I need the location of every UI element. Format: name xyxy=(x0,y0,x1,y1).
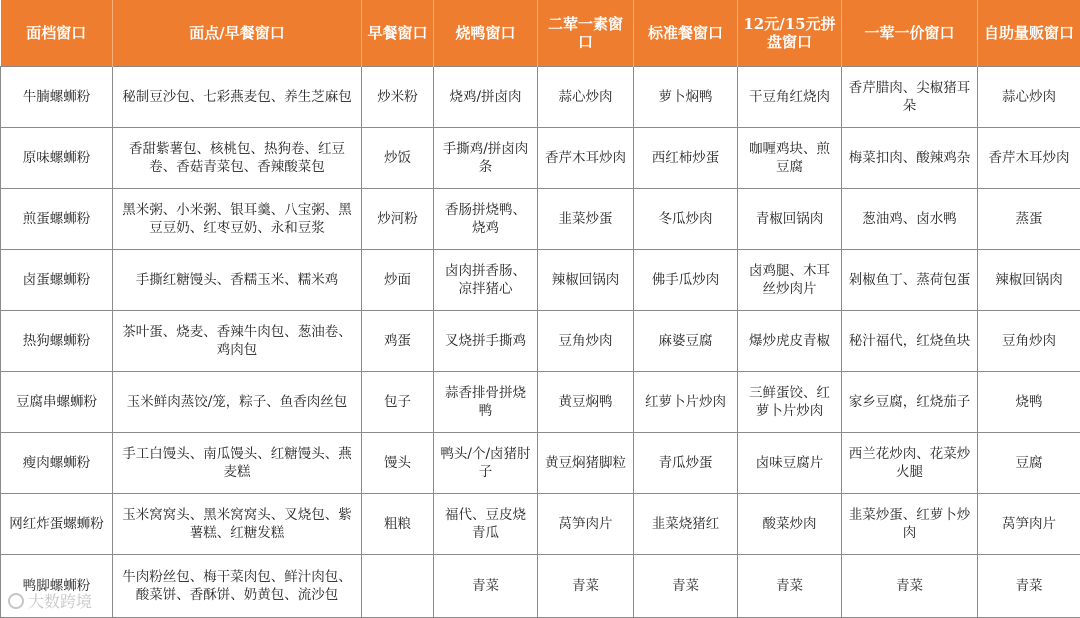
table-cell: 梅菜扣肉、酸辣鸡杂 xyxy=(842,128,978,189)
table-cell: 青椒回锅肉 xyxy=(738,189,842,250)
table-cell: 香甜紫薯包、核桃包、热狗卷、红豆卷、香菇青菜包、香辣酸菜包 xyxy=(113,128,362,189)
header-roast-duck-window: 烧鸭窗口 xyxy=(434,0,538,67)
table-cell: 瘦肉螺蛳粉 xyxy=(1,433,113,494)
table-cell: 蒜心炒肉 xyxy=(978,67,1080,128)
table-cell: 莴笋肉片 xyxy=(538,494,634,555)
table-cell: 蒜心炒肉 xyxy=(538,67,634,128)
table-cell: 萝卜焖鸭 xyxy=(634,67,738,128)
table-cell: 蒜香排骨拼烧鸭 xyxy=(434,372,538,433)
table-cell: 香芹腊肉、尖椒猪耳朵 xyxy=(842,67,978,128)
table-row xyxy=(1,433,1080,494)
table-cell: 韭菜烧猪红 xyxy=(634,494,738,555)
header-platter-window: 12元/15元拼盘窗口 xyxy=(738,0,842,67)
table-cell: 香芹木耳炒肉 xyxy=(538,128,634,189)
table-cell: 热狗螺蛳粉 xyxy=(1,311,113,372)
table-cell: 茶叶蛋、烧麦、香辣牛肉包、葱油卷、鸡肉包 xyxy=(113,311,362,372)
table-cell: 叉烧拼手撕鸡 xyxy=(434,311,538,372)
header-pastry-breakfast-window: 面点/早餐窗口 xyxy=(113,0,362,67)
table-cell: 豆腐串螺蛳粉 xyxy=(1,372,113,433)
table-cell: 爆炒虎皮青椒 xyxy=(738,311,842,372)
table-cell: 黑米粥、小米粥、银耳羹、八宝粥、黑豆豆奶、红枣豆奶、永和豆浆 xyxy=(113,189,362,250)
table-cell: 手撕红糖馒头、香糯玉米、糯米鸡 xyxy=(113,250,362,311)
header-one-meat-one-price-window: 一荤一价窗口 xyxy=(842,0,978,67)
table-cell: 剁椒鱼丁、蒸荷包蛋 xyxy=(842,250,978,311)
table-row xyxy=(1,494,1080,555)
table-cell: 黄豆焖猪脚粒 xyxy=(538,433,634,494)
watermark xyxy=(8,589,92,612)
watermark-text: 大数跨境 xyxy=(28,589,92,612)
table-cell: 葱油鸡、卤水鸭 xyxy=(842,189,978,250)
table-cell: 卤鸡腿、木耳丝炒肉片 xyxy=(738,250,842,311)
table-cell: 青菜 xyxy=(434,555,538,618)
table-cell: 卤蛋螺蛳粉 xyxy=(1,250,113,311)
table-cell: 手工白馒头、南瓜馒头、红糖馒头、燕麦糕 xyxy=(113,433,362,494)
table-cell: 酸菜炒肉 xyxy=(738,494,842,555)
table-cell: 香芹木耳炒肉 xyxy=(978,128,1080,189)
table-row xyxy=(1,128,1080,189)
table-cell: 卤味豆腐片 xyxy=(738,433,842,494)
table-cell: 青菜 xyxy=(842,555,978,618)
table-cell: 辣椒回锅肉 xyxy=(978,250,1080,311)
table-cell: 香肠拼烧鸭、烧鸡 xyxy=(434,189,538,250)
table-cell: 青瓜炒蛋 xyxy=(634,433,738,494)
table-row xyxy=(1,311,1080,372)
table-row xyxy=(1,189,1080,250)
table-cell: 鸭脚螺蛳粉 xyxy=(1,555,113,618)
table-cell: 秘汁福代，红烧鱼块 xyxy=(842,311,978,372)
table-cell: 豆腐 xyxy=(978,433,1080,494)
table-cell: 韭菜炒蛋、红萝卜炒肉 xyxy=(842,494,978,555)
table-cell: 麻婆豆腐 xyxy=(634,311,738,372)
table-cell: 家乡豆腐，红烧茄子 xyxy=(842,372,978,433)
table-cell: 烧鸭 xyxy=(978,372,1080,433)
table-cell: 原味螺蛳粉 xyxy=(1,128,113,189)
table-cell: 蒸蛋 xyxy=(978,189,1080,250)
header-row xyxy=(1,0,1080,67)
table-cell: 黄豆焖鸭 xyxy=(538,372,634,433)
table-cell: 韭菜炒蛋 xyxy=(538,189,634,250)
table-cell: 莴笋肉片 xyxy=(978,494,1080,555)
table-cell: 福代、豆皮烧青瓜 xyxy=(434,494,538,555)
table-cell: 青菜 xyxy=(538,555,634,618)
table-cell: 牛肉粉丝包、梅干菜肉包、鲜汁肉包、酸菜饼、香酥饼、奶黄包、流沙包 xyxy=(113,555,362,618)
table-cell: 炒饭 xyxy=(362,128,434,189)
header-noodle-window: 面档窗口 xyxy=(1,0,113,67)
table-cell: 豆角炒肉 xyxy=(978,311,1080,372)
header-two-meat-one-veg-window: 二荤一素窗口 xyxy=(538,0,634,67)
table-cell: 烧鸡/拼卤肉 xyxy=(434,67,538,128)
table-cell: 青菜 xyxy=(978,555,1080,618)
table-cell: 青菜 xyxy=(738,555,842,618)
table-cell: 炒米粉 xyxy=(362,67,434,128)
table-cell: 卤肉拼香肠、凉拌猪心 xyxy=(434,250,538,311)
table-row xyxy=(1,555,1080,618)
table-cell: 豆角炒肉 xyxy=(538,311,634,372)
table-cell: 馒头 xyxy=(362,433,434,494)
table-cell: 西兰花炒肉、花菜炒火腿 xyxy=(842,433,978,494)
table-cell: 包子 xyxy=(362,372,434,433)
table-cell: 冬瓜炒肉 xyxy=(634,189,738,250)
table-cell: 鸭头/个/卤猪肘子 xyxy=(434,433,538,494)
header-standard-meal-window: 标准餐窗口 xyxy=(634,0,738,67)
table-row xyxy=(1,67,1080,128)
table-cell: 辣椒回锅肉 xyxy=(538,250,634,311)
table-cell: 青菜 xyxy=(634,555,738,618)
header-breakfast-window: 早餐窗口 xyxy=(362,0,434,67)
table-cell: 炒河粉 xyxy=(362,189,434,250)
header-self-service-window: 自助量贩窗口 xyxy=(978,0,1080,67)
table-cell: 玉米窝窝头、黑米窝窝头、叉烧包、紫薯糕、红糖发糕 xyxy=(113,494,362,555)
table-cell: 咖喱鸡块、煎豆腐 xyxy=(738,128,842,189)
watermark-logo-icon xyxy=(8,593,24,609)
table-cell: 鸡蛋 xyxy=(362,311,434,372)
table-cell: 手撕鸡/拼卤肉条 xyxy=(434,128,538,189)
table-cell: 玉米鲜肉蒸饺/笼，粽子、鱼香肉丝包 xyxy=(113,372,362,433)
table-cell: 网红炸蛋螺蛳粉 xyxy=(1,494,113,555)
table-cell: 炒面 xyxy=(362,250,434,311)
table-cell: 红萝卜片炒肉 xyxy=(634,372,738,433)
table-cell: 佛手瓜炒肉 xyxy=(634,250,738,311)
table-cell: 三鲜蛋饺、红萝卜片炒肉 xyxy=(738,372,842,433)
table-cell: 牛腩螺蛳粉 xyxy=(1,67,113,128)
table-cell xyxy=(362,555,434,618)
table-cell: 秘制豆沙包、七彩燕麦包、养生芝麻包 xyxy=(113,67,362,128)
table-cell: 干豆角红烧肉 xyxy=(738,67,842,128)
table-cell: 西红柿炒蛋 xyxy=(634,128,738,189)
table-cell: 粗粮 xyxy=(362,494,434,555)
table-cell: 煎蛋螺蛳粉 xyxy=(1,189,113,250)
table-row xyxy=(1,372,1080,433)
table-row xyxy=(1,250,1080,311)
